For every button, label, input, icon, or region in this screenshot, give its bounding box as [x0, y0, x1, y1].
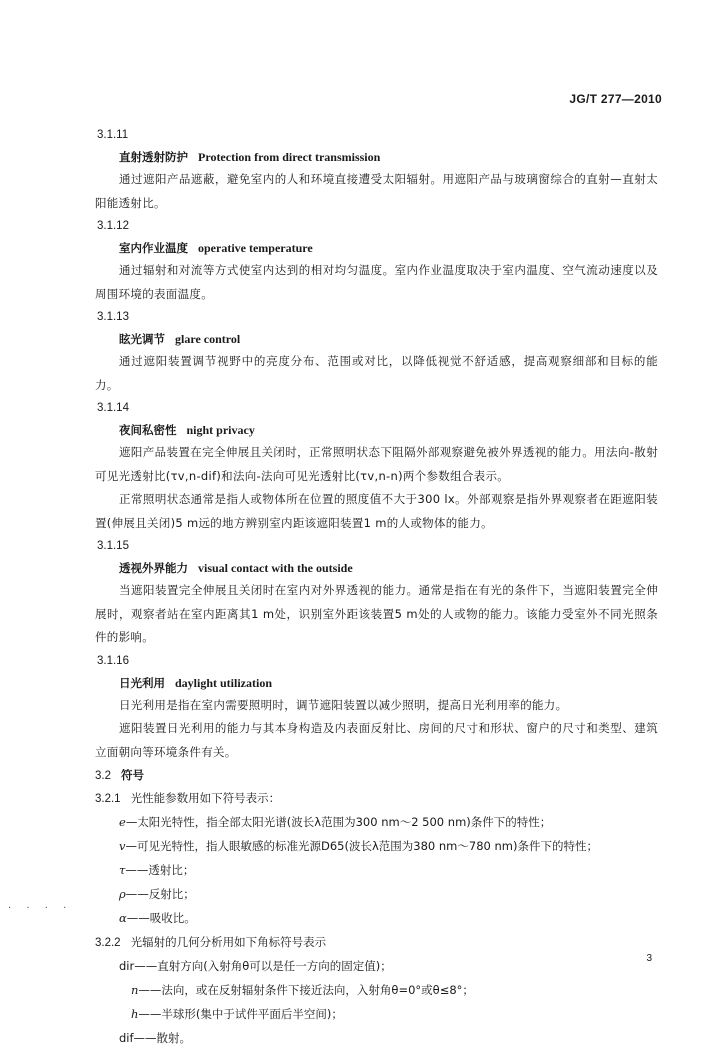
clause-number: 3.1.12	[97, 220, 129, 232]
standard-code: JG/T 277—2010	[569, 92, 662, 106]
term-title	[95, 419, 658, 441]
term-definition: 当遮阳装置完全伸展且关闭时在室内对外界透视的能力。通常是指在有光的条件下，当遮阳装置完全伸展时，观察者站在室内距离其1 m处，识别室外距该装置5 m处的人或物的能力。该能力受室外不同光照条件的影响。	[95, 583, 658, 644]
subsection-number: 3.2.1	[95, 793, 121, 805]
clause-number: 3.1.16	[97, 654, 129, 667]
term-en: visual contact with the outside	[198, 561, 353, 575]
symbol-item	[95, 858, 658, 882]
clause-3-1-13	[95, 306, 658, 397]
term-en: night privacy	[186, 423, 255, 437]
subsection-number: 3.2.2	[95, 937, 121, 949]
symbol-definition: ——吸收比。	[126, 911, 196, 925]
term-zh: 夜间私密性	[119, 423, 177, 437]
symbol-list-geometric	[95, 954, 658, 1050]
symbol-definition: —可见光特性，指人眼敏感的标准光源D65(波长λ范围为380 nm～780 nm)条件下的特性；	[125, 839, 598, 853]
clause-number: 3.1.11	[97, 129, 129, 141]
term-title	[95, 557, 658, 579]
symbol: dif	[119, 1031, 134, 1045]
clause-3-1-14	[95, 397, 658, 535]
symbol-definition: ——反射比；	[125, 887, 195, 901]
symbol-item	[95, 978, 658, 1002]
term-en: operative temperature	[198, 241, 313, 255]
term-definition: 通过遮阳产品遮蔽，避免室内的人和环境直接遭受太阳辐射。用遮阳产品与玻璃窗综合的直射—直射太阳能透射比。	[95, 172, 658, 210]
term-title	[95, 146, 658, 168]
term-definition: 日光利用是指在室内需要照明时，调节遮阳装置以减少照明，提高日光利用率的能力。	[119, 697, 568, 712]
subsection-intro: 光辐射的几何分析用如下角标符号表示	[130, 935, 327, 949]
margin-marks: . . . .	[8, 900, 73, 911]
symbol-definition: —太阳光特性，指全部太阳光谱(波长λ范围为300 nm～2 500 nm)条件下的特性；	[125, 815, 552, 829]
term-definition: 通过辐射和对流等方式使室内达到的相对均匀温度。室内作业温度取决于室内温度、空气流动速度以及周围环境的表面温度。	[95, 263, 658, 301]
term-definition-note: 正常照明状态通常是指人或物体所在位置的照度值不大于300 lx。外部观察是指外界观察者在距遮阳装置(伸展且关闭)5 m远的地方辨别室内距该遮阳装置1 m的人或物体的能力。	[95, 492, 658, 530]
clause-number: 3.1.14	[97, 402, 129, 414]
term-definition: 通过遮阳装置调节视野中的亮度分布、范围或对比，以降低视觉不舒适感，提高观察细部和目标的能力。	[95, 354, 658, 392]
clause-3-1-16	[95, 650, 658, 765]
subsection-3-2-2	[95, 930, 658, 954]
symbol: ρ	[119, 887, 126, 901]
section-number: 3.2	[95, 770, 111, 782]
symbol-definition: ——半球形(集中于试件平面后半空间)；	[138, 1007, 343, 1021]
symbol: h	[131, 1007, 139, 1021]
symbol: τ	[119, 863, 126, 877]
term-title	[95, 672, 658, 694]
symbol: v	[119, 839, 126, 853]
term-zh: 室内作业温度	[119, 241, 188, 255]
symbol: n	[131, 983, 139, 997]
symbol-item	[95, 954, 658, 978]
term-title	[95, 328, 658, 350]
term-zh: 直射透射防护	[119, 150, 188, 164]
term-zh: 眩光调节	[119, 332, 165, 346]
page-number: 3	[646, 953, 652, 964]
symbol-definition: ——散射。	[133, 1031, 192, 1045]
symbol-definition: ——直射方向(入射角θ可以是任一方向的固定值)；	[134, 959, 392, 973]
subsection-3-2-1	[95, 786, 658, 810]
symbol: dir	[119, 959, 135, 973]
clause-3-1-15	[95, 535, 658, 650]
symbol-item	[95, 1026, 658, 1050]
symbol: α	[119, 911, 127, 925]
symbol: e	[119, 815, 126, 829]
section-title: 符号	[121, 768, 144, 782]
symbol-item	[95, 1002, 658, 1026]
term-en: glare control	[175, 332, 241, 346]
symbol-item	[95, 810, 658, 834]
term-zh: 日光利用	[119, 675, 165, 690]
term-zh: 透视外界能力	[119, 561, 188, 575]
term-definition: 遮阳产品装置在完全伸展且关闭时，正常照明状态下阻隔外部观察避免被外界透视的能力。用法向-散射可见光透射比(τv,n-dif)和法向-法向可见光透射比(τv,n-n)两个参数组合表示。	[95, 445, 658, 483]
term-definition-note: 遮阳装置日光利用的能力与其本身构造及内表面反射比、房间的尺寸和形状、窗户的尺寸和类型、建筑立面朝向等环境条件有关。	[95, 721, 658, 759]
section-heading-3-2	[95, 764, 658, 786]
term-en: Protection from direct transmission	[198, 150, 381, 164]
symbol-list-optical	[95, 810, 658, 930]
symbol-item	[95, 834, 658, 858]
page-content	[95, 124, 658, 1050]
clause-number: 3.1.13	[97, 311, 129, 323]
clause-3-1-12	[95, 215, 658, 306]
clause-3-1-11	[95, 124, 658, 215]
symbol-definition: ——透射比；	[125, 863, 195, 877]
symbol-definition: ——法向，或在反射辐射条件下接近法向，入射角θ=0°或θ≤8°；	[138, 983, 474, 997]
clause-number: 3.1.15	[97, 540, 129, 552]
term-title	[95, 237, 658, 259]
symbol-item	[95, 906, 658, 930]
subsection-intro: 光性能参数用如下符号表示：	[130, 791, 281, 805]
term-en: daylight utilization	[175, 675, 273, 690]
symbol-item	[95, 882, 658, 906]
